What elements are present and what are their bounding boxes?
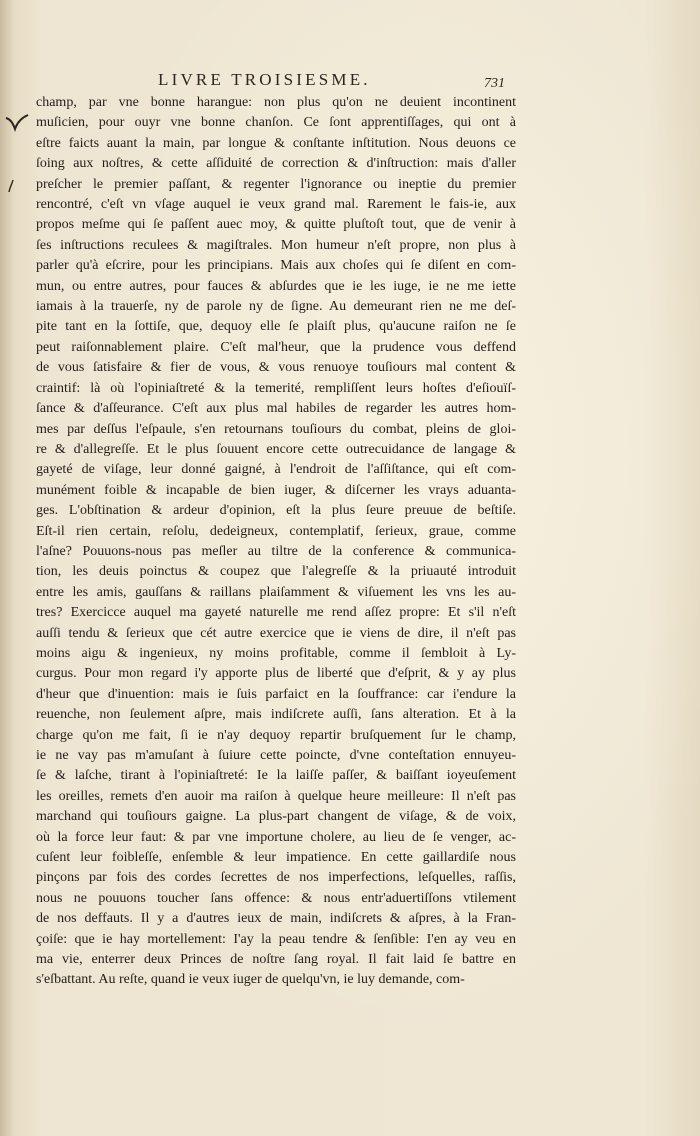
text-line: rencontré, c'eſt vn vſage auquel ie veux grand mal. Rarement le fais-ie, aux xyxy=(36,197,516,213)
text-line: nous ne pouuons toucher ſans offence: & nous entr'aduertiſſons vtilement xyxy=(36,890,516,906)
text-line: iamais à la trauerſe, ny de parole ny de ſigne. Au demeurant rien ne me deſ- xyxy=(36,299,516,315)
text-line: ma vie, enterrer deux Princes de noſtre ſang royal. Il fait laid ſe battre en xyxy=(36,952,516,968)
text-line: parler qu'à eſcrire, pour les principians. Mais aux choſes qui ſe diſent en com- xyxy=(36,258,516,274)
text-line: ſe & laſche, tirant à l'opiniaſtreté: Ie la laiſſe paſſer, & baiſſant ioyeuſement xyxy=(36,768,516,784)
text-line: tres? Exercicce auquel ma gayeté naturelle me rend aſſez propre: Et s'il n'eſt xyxy=(36,605,516,621)
text-line: champ, par vne bonne harangue: non plus qu'on ne deuient incontinent xyxy=(36,95,516,110)
text-line: eſtre faicts auant la main, par longue & conſtante inſtitution. Nous deuons ce xyxy=(36,135,516,151)
text-line: Eſt-il rien certain, reſolu, dedeigneux, contemplatif, ſerieux, graue, comme xyxy=(36,523,516,539)
text-line: ges. L'obſtination & ardeur d'opinion, eſt la plus ſeure preuue de beſtiſe. xyxy=(36,503,516,519)
text-line: de nos deffauts. Il y a d'autres ieux de main, indiſcrets & aſpres, à la Fran- xyxy=(36,911,516,927)
text-line: cuſent leur foibleſſe, enſemble & leur impatience. En cette gaillardiſe nous xyxy=(36,850,516,866)
text-line: marchand qui touſiours gaigne. La plus-part changent de viſage, & de voix, xyxy=(36,809,516,825)
text-line: mun, ou entre autres, pour fauces & abſurdes que ie les iuge, ie ne me iette xyxy=(36,278,516,294)
text-line: pinçons par fois des cordes ſecrettes de nos imperfections, leſquelles, raſſis, xyxy=(36,870,516,886)
text-line: de vous ſatisfaire & fier de vous, & vous renuoye touſiours mal content & xyxy=(36,360,516,376)
text-line: munément foible & incapable de bien iuger, & diſcerner les vrays aduanta- xyxy=(36,482,516,498)
text-line: où la force leur faut: & par vne importune cholere, au lieu de ſe venger, ac- xyxy=(36,829,516,845)
text-line: ſes inſtructions reculees & magiſtrales. Mon humeur n'eſt propre, non plus à xyxy=(36,237,516,253)
text-line: curgus. Pour mon regard i'y apporte plus de liberté que d'eſprit, & y ay plus xyxy=(36,666,516,682)
text-line: peut raiſonnablement plaire. C'eſt mal'heur, que la prudence vous deffend xyxy=(36,339,516,355)
text-line: pite tant en la ſottiſe, que, dequoy elle ſe plaiſt plus, qu'aucune raiſon ne ſe xyxy=(36,319,516,335)
text-line: mes par deſſus l'eſpaule, s'en retournans touſiours du combat, pleins de gloi- xyxy=(36,421,516,437)
text-line: ſance & d'aſſeurance. C'eſt aux plus mal habiles de regarder les autres hom- xyxy=(36,401,516,417)
margin-mark-icon xyxy=(4,112,30,136)
text-line: d'heur que d'inuention: mais ie ſuis parfaict en la ſouffrance: car i'endure la xyxy=(36,686,516,702)
running-head: LIVRE TROISIESME. xyxy=(158,70,371,89)
text-line: çoiſe: que ie hay mortellement: I'ay la peau tendre & ſenſible: I'en ay veu en xyxy=(36,931,516,947)
text-line: entre les amis, gauſſans & raillans plaiſamment & viſuement les vns les au- xyxy=(36,584,516,600)
margin-tick-icon xyxy=(7,178,17,194)
page-number: 731 xyxy=(484,76,505,91)
text-line: moins aigu & ingenieux, ny moins profitable, comme il ſembloit à Ly- xyxy=(36,645,516,661)
text-line: ie ne vay pas m'amuſant à ſuiure cette poincte, d'vne conteſtation ennuyeu- xyxy=(36,748,516,763)
text-line: preſcher le premier paſſant, & regenter l'ignorance ou ineptie du premier xyxy=(36,176,516,192)
text-line: l'aſne? Pouuons-nous pas meſler au tiltre de la conference & communica- xyxy=(36,543,516,559)
text-line: tion, les deuis poinctus & coupez que l'alegreſſe & la priuauté introduit xyxy=(36,564,516,580)
text-line: muſicien, pour ouyr vne bonne chanſon. Ce ſont apprentiſſages, qui ont à xyxy=(36,115,516,131)
text-line: auſſi tendu & ſerieux que cét autre exercice que ie viens de dire, il n'eſt pas xyxy=(36,625,516,641)
text-line: s'eſbattant. Au reſte, quand ie veux iuger de quelqu'vn, ie luy demande, com- xyxy=(36,972,465,988)
text-line: propos meſme qui ſe paſſent auec moy, & quitte pluſtoſt tout, que de venir à xyxy=(36,217,516,233)
text-line: re & d'allegreſſe. Et le plus ſouuent encore cette outrecuidance de langage & xyxy=(36,441,516,457)
text-line: charge qu'on me fait, ſi ie n'ay dequoy repartir bruſquement ſur le champ, xyxy=(36,727,516,743)
text-line: reuenche, non ſeulement aſpre, mais indiſcrete auſſi, ſans alteration. Et à la xyxy=(36,707,516,723)
text-body xyxy=(36,93,516,988)
text-line: ſoing aux noſtres, & cette aſſiduité de correction & d'inſtruction: mais d'aller xyxy=(36,156,516,172)
text-line: gayeté de viſage, leur donné gaigné, à l'endroit de l'aſſiſtance, qui eſt com- xyxy=(36,462,516,478)
text-line: craintif: là où l'opiniaſtreté & la temerité, rempliſſent leurs hoſtes d'eſiouïſ- xyxy=(36,380,516,396)
gutter-shadow xyxy=(0,0,14,1136)
text-line: les oreilles, remets d'en auoir ma raiſon à quelque heure meilleure: Il n'eſt pas xyxy=(36,788,516,804)
